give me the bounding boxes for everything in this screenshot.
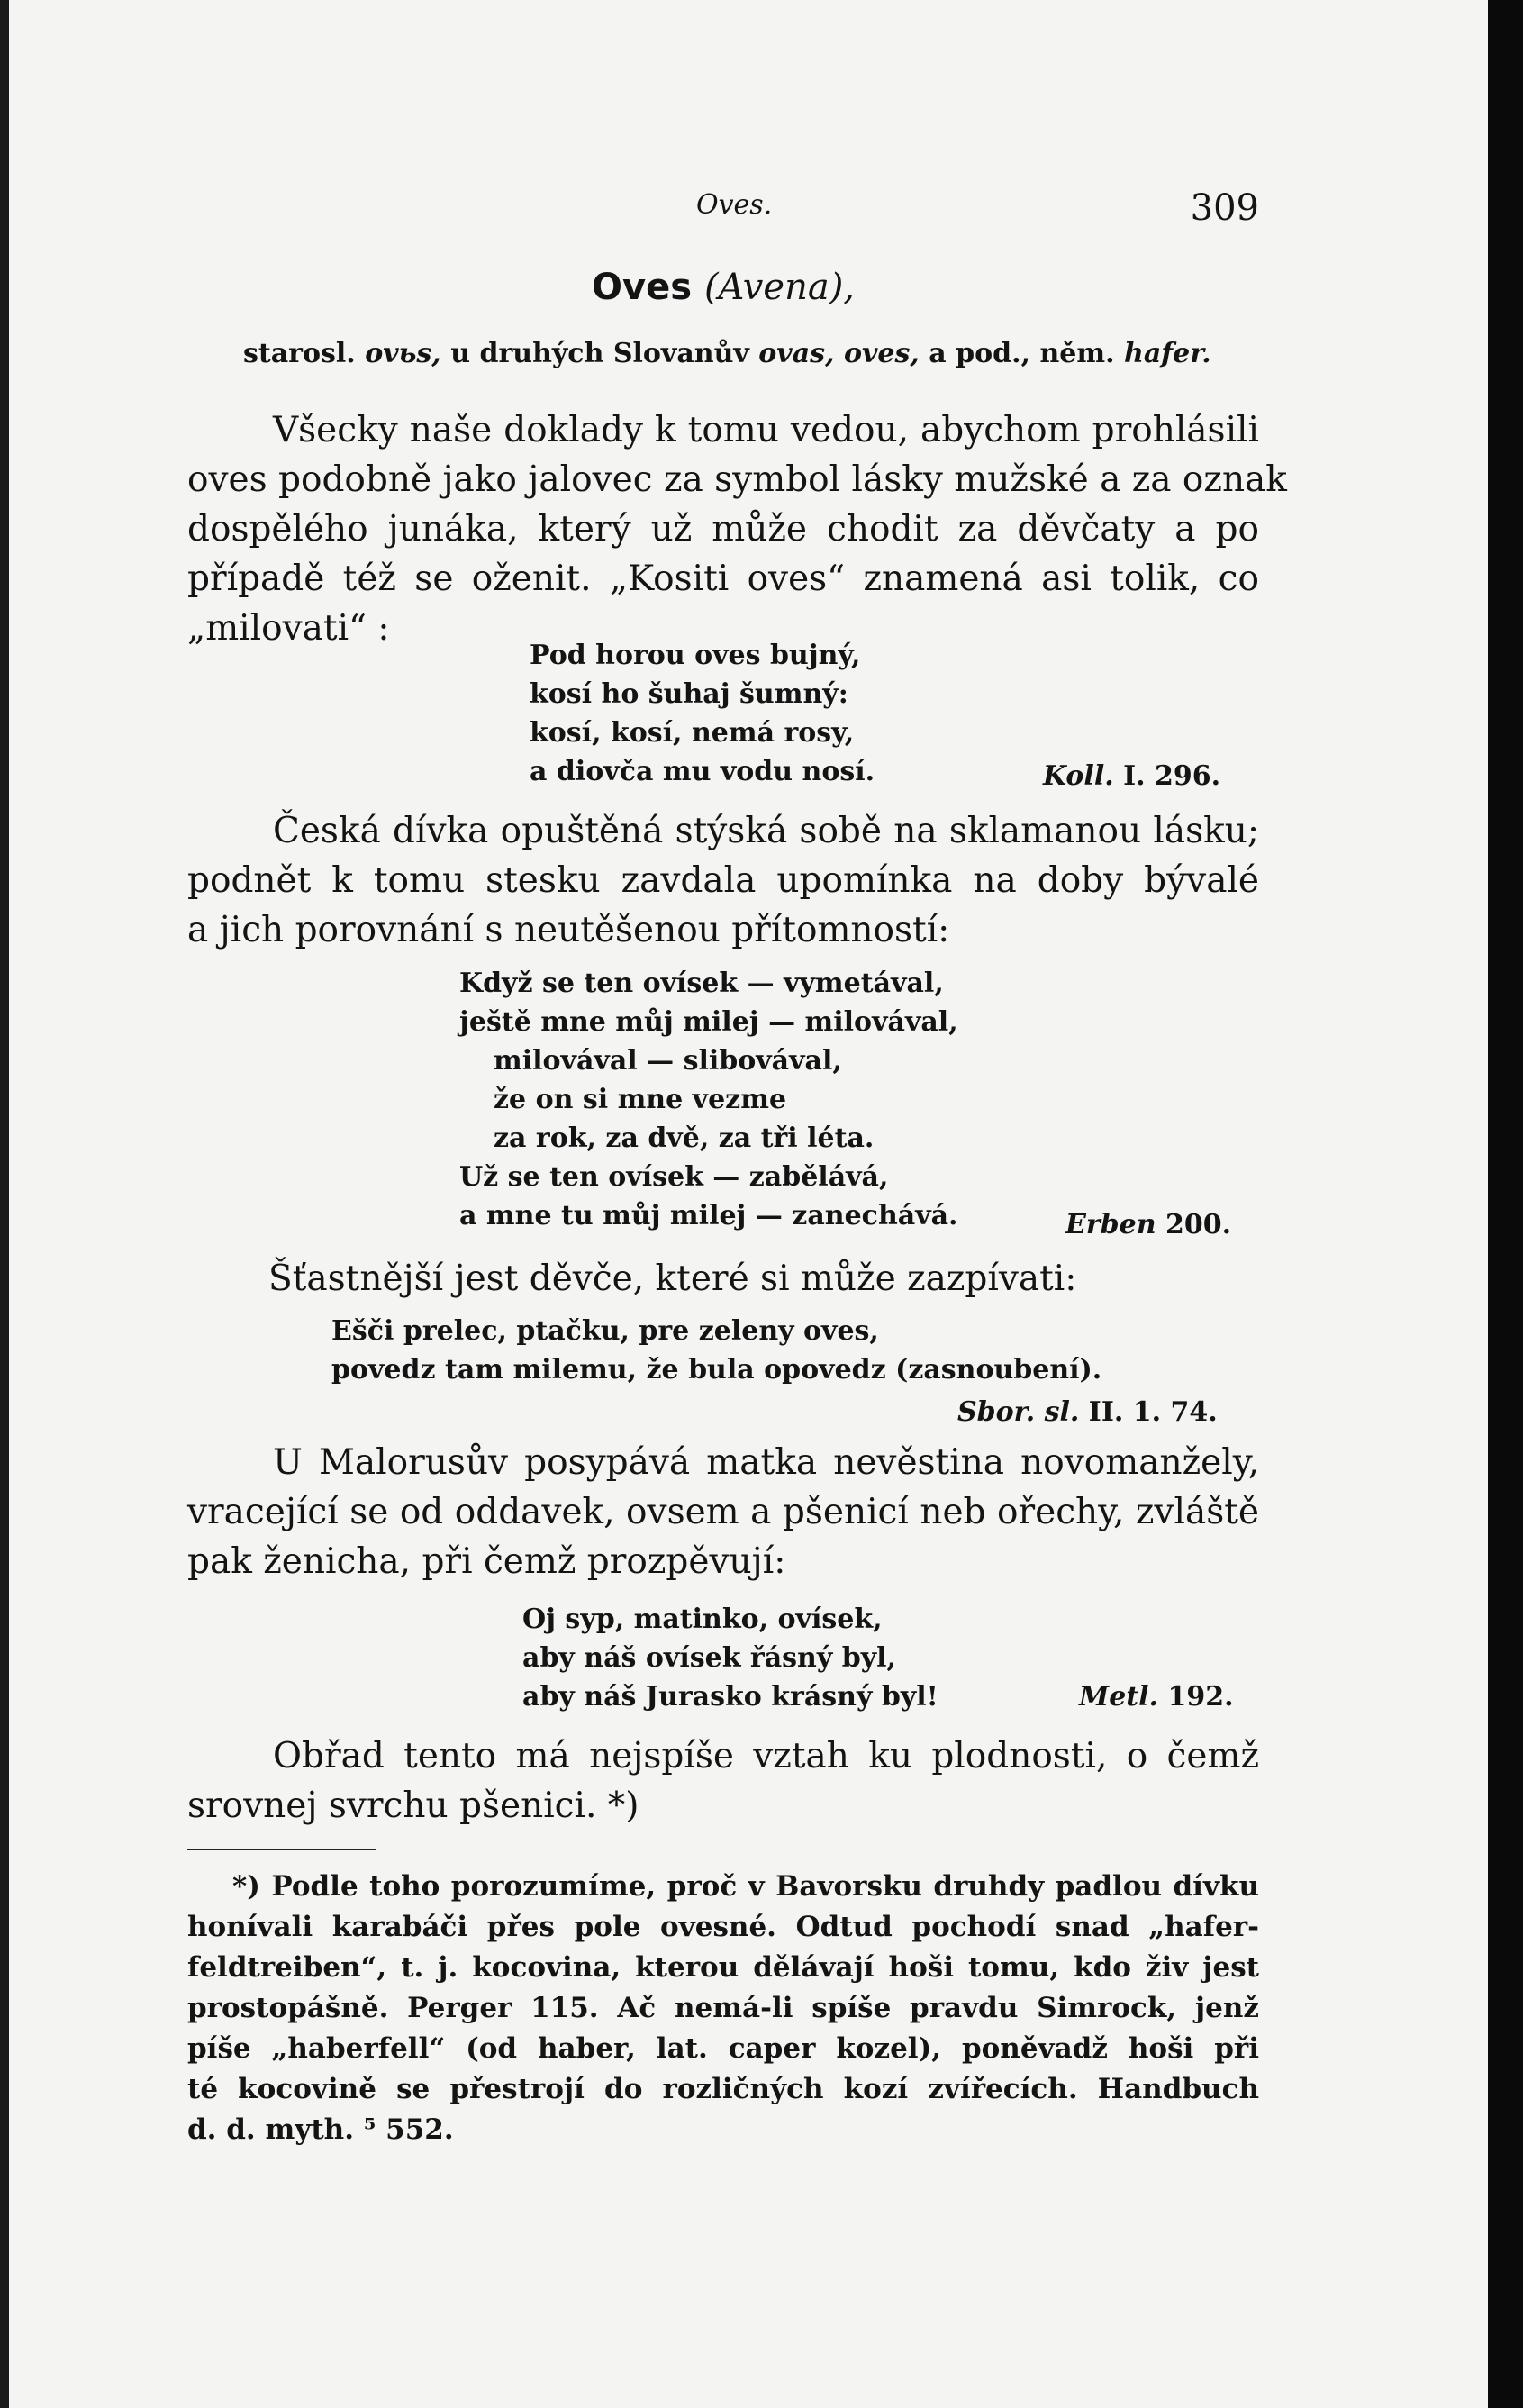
etymology-word-3: oves,: [843, 338, 920, 369]
paragraph-line: Šťastnější jest děvče, které si může zazpívati:: [268, 1259, 1077, 1299]
footnote: [187, 1867, 1259, 2150]
paragraph-4: [187, 1438, 1259, 1586]
verse-line: kosí, kosí, nemá rosy,: [530, 717, 855, 749]
page-shadow-left: [0, 0, 9, 2408]
etymology-word-1: ovьs,: [365, 338, 441, 369]
paragraph-1: [187, 405, 1287, 653]
verse-line: aby náš Jurasko krásný byl!: [522, 1681, 938, 1713]
footnote-rule: [187, 1849, 376, 1850]
paragraph-3: [187, 1254, 1259, 1304]
paragraph-5: [187, 1731, 1259, 1831]
paragraph-line: Česká dívka opuštěná stýská sobě na sklamanou lásku;: [273, 811, 1259, 851]
citation-ref: II. 1. 74.: [1088, 1396, 1218, 1428]
footnote-line: *) Podle toho porozumíme, proč v Bavorsku druhdy padlou dívku: [232, 1870, 1259, 1903]
paragraph-line: vracející se od oddavek, ovsem a pšenicí neb ořechy, zvláště: [187, 1492, 1259, 1532]
paragraph-line: U Malorusův posypává matka nevěstina novomanžely,: [273, 1442, 1259, 1483]
paragraph-line: oves podobně jako jalovec za symbol lásky mužské a za oznak: [187, 459, 1287, 500]
verse-line: Oj syp, matinko, ovísek,: [522, 1604, 883, 1635]
running-head: [187, 187, 1259, 232]
verse-2: [459, 964, 958, 1235]
footnote-line: d. d. myth. ⁵ 552.: [187, 2113, 454, 2146]
verse-line: aby náš ovísek řásný byl,: [522, 1642, 896, 1674]
entry-title-main: Oves: [591, 267, 692, 308]
citation-source: Sbor. sl.: [957, 1396, 1080, 1428]
etymology-word-4: hafer.: [1124, 338, 1211, 369]
verse-line: Když se ten ovísek — vymetával,: [459, 968, 944, 999]
etymology-mid: u druhých Slovanův: [450, 338, 749, 369]
citation-source: Metl.: [1079, 1681, 1158, 1713]
verse-line: kosí ho šuhaj šumný:: [530, 678, 848, 710]
paragraph-line: Všecky naše doklady k tomu vedou, abychom prohlásili: [273, 410, 1259, 450]
etymology-word-2: ovas,: [758, 338, 835, 369]
etymology-post: a pod., něm.: [929, 338, 1115, 369]
citation-source: Koll.: [1043, 760, 1114, 792]
paragraph-line: srovnej svrchu pšenici. *): [187, 1786, 639, 1826]
footnote-line: honívali karabáči přes pole ovesné. Odtud pochodí snad „hafer-: [187, 1911, 1259, 1943]
paragraph-2: [187, 806, 1259, 955]
scan-border-right: [1488, 0, 1523, 2408]
footnote-line: té kocovině se přestrojí do rozličných kozí zvířecích. Handbuch: [187, 2073, 1259, 2105]
citation-ref: 192.: [1167, 1681, 1234, 1713]
etymology-line: [243, 338, 1211, 369]
verse-4: [522, 1600, 938, 1716]
citation-ref: I. 296.: [1123, 760, 1221, 792]
entry-title: [187, 267, 1259, 308]
footnote-line: prostopášně. Perger 115. Ač nemá-li spíše pravdu Simrock, jenž: [187, 1992, 1259, 2024]
verse-line: milovával — slibovával,: [494, 1045, 842, 1077]
verse-3: [331, 1312, 1101, 1389]
paragraph-line: a jich porovnání s neutěšenou přítomností:: [187, 910, 950, 950]
verse-line: a mne tu můj milej — zanechává.: [459, 1200, 958, 1231]
page-number: 309: [1190, 187, 1259, 229]
verse-line: ještě mne můj milej — milovával,: [459, 1006, 958, 1038]
citation-1: [1043, 760, 1220, 792]
paragraph-line: „milovati“ :: [187, 608, 390, 649]
paragraph-line: případě též se oženit. „Kositi oves“ znamená asi tolik, co: [187, 559, 1259, 599]
citation-ref: 200.: [1165, 1209, 1232, 1240]
etymology-pre: starosl.: [243, 338, 356, 369]
footnote-line: píše „haberfell“ (od haber, lat. caper kozel), poněvadž hoši při: [187, 2032, 1259, 2065]
citation-source: Erben: [1065, 1209, 1156, 1240]
verse-line: Pod horou oves bujný,: [530, 640, 861, 671]
verse-line: za rok, za dvě, za tři léta.: [494, 1122, 875, 1154]
footnote-line: feldtreiben“, t. j. kocovina, kterou dělávají hoši tomu, kdo živ jest: [187, 1951, 1259, 1984]
paragraph-line: Obřad tento má nejspíše vztah ku plodnosti, o čemž: [273, 1736, 1259, 1776]
verse-line: Ešči prelec, ptačku, pre zeleny oves,: [331, 1315, 879, 1347]
verse-1: [530, 636, 875, 791]
paragraph-line: podnět k tomu stesku zavdala upomínka na doby bývalé: [187, 860, 1259, 901]
verse-line: Už se ten ovísek — zabělává,: [459, 1161, 889, 1193]
citation-3: [957, 1396, 1218, 1428]
paragraph-line: dospělého junáka, který už může chodit za děvčaty a po: [187, 509, 1259, 550]
verse-line: povedz tam milemu, že bula opovedz (zasnoubení).: [331, 1354, 1102, 1386]
verse-line: že on si mne vezme: [494, 1084, 787, 1115]
citation-2: [1065, 1209, 1231, 1240]
verse-line: a diovča mu vodu nosí.: [530, 756, 875, 787]
citation-4: [1079, 1681, 1234, 1713]
running-head-title: Oves.: [696, 189, 773, 221]
paragraph-line: pak ženicha, při čemž prozpěvují:: [187, 1541, 786, 1582]
entry-title-latin: (Avena),: [703, 267, 856, 308]
